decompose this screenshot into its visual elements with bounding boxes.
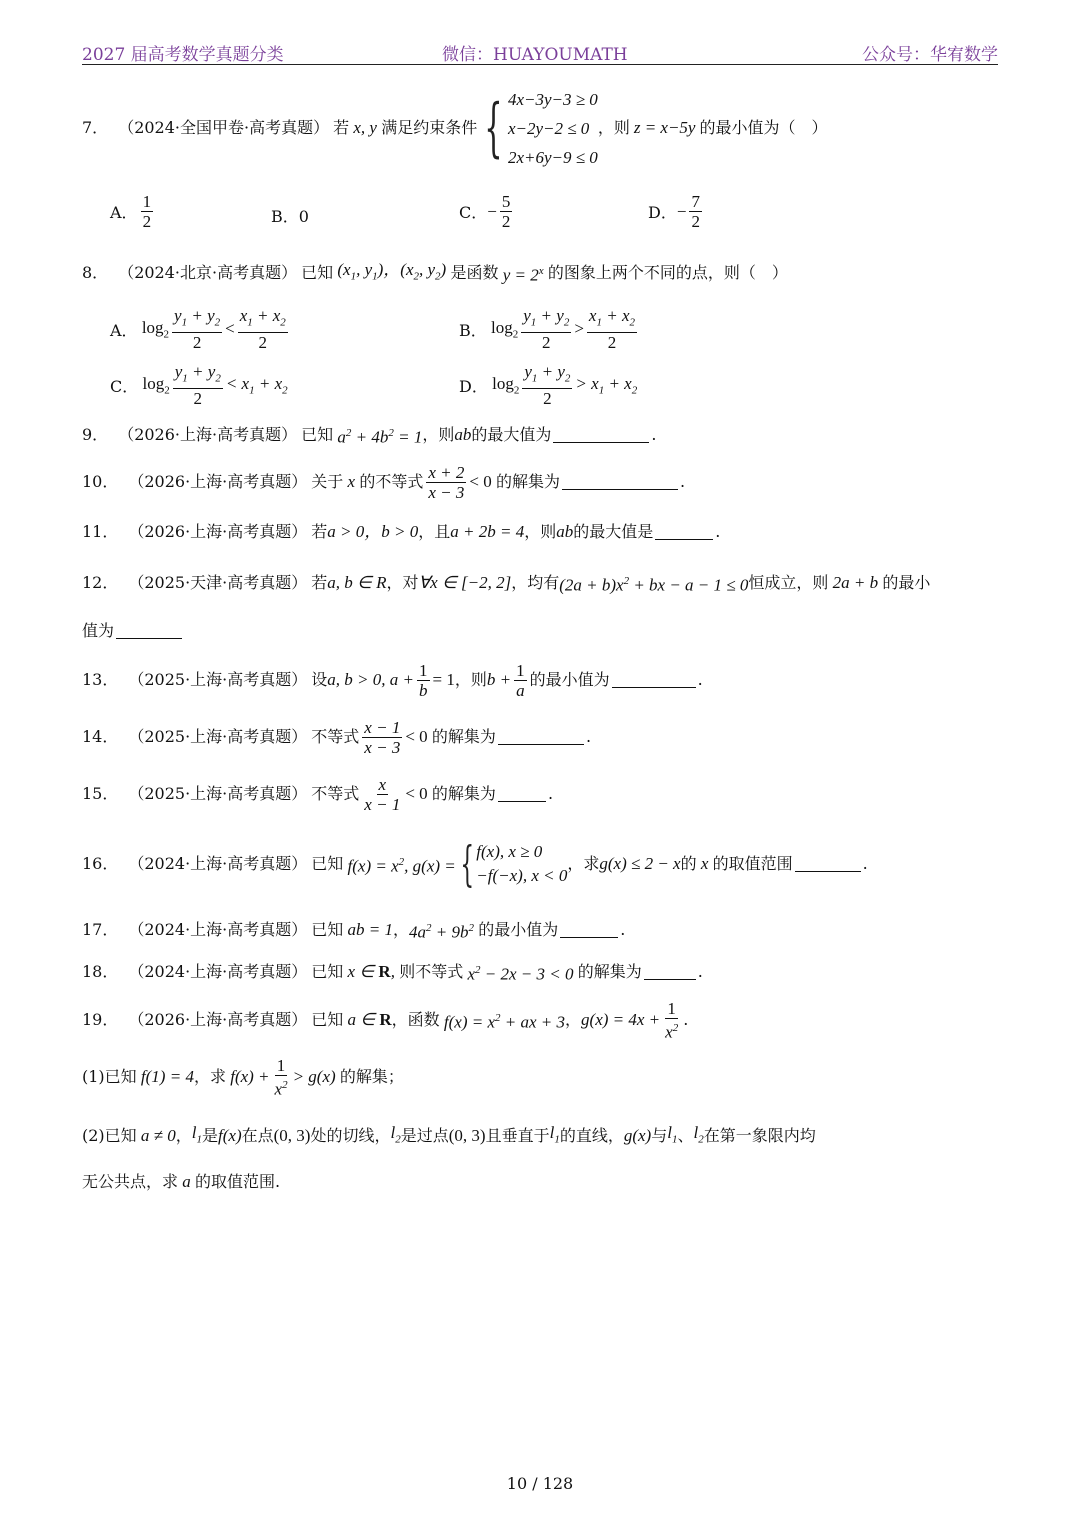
answer-blank[interactable] [553, 428, 649, 443]
question-16: 16． （2024·上海·高考真题） 已知 $f(x) = x^2$, g(x) = { f(x), x ≥ 0 −f(−x), x < 0 ，求 g(x) ≤ 2 − x 的 x 的取值范围 . [82, 836, 868, 892]
question-18: 18． （2024·上海·高考真题） 已知 x ∈ R, 则不等式 $x^2 - 2x - 3 < 0$ 的解集为 . [82, 962, 703, 984]
answer-blank[interactable] [498, 787, 546, 802]
answer-blank[interactable] [562, 475, 678, 490]
answer-blank[interactable] [560, 923, 618, 938]
question-9: 9． （2026·上海·高考真题） 已知 $a^2 + 4b^2 = 1$ ，则 ab 的最大值为 . [82, 425, 657, 447]
question-11: 11． （2026·上海·高考真题） 若 a > 0，b > 0 ，且 a + 2b = 4 ，则 ab 的最大值是 . [82, 522, 721, 541]
q7-option-c: C． − $\frac{5}{2}$ [459, 192, 511, 231]
q7-option-a: A． $\frac{1}{2}$ [110, 192, 152, 231]
question-10: 10． （2026·上海·高考真题） 关于 x 的不等式 $\frac{x + 2}{x - 3}$ < 0 的解集为 . [82, 462, 686, 502]
q8-option-b: B． $\log_2$ $\frac{y_1 + y_2}{2}$ > $\frac{x_1 + x_2}{2}$ [459, 306, 635, 353]
answer-blank[interactable] [116, 624, 182, 639]
page-number: 10 / 128 [506, 1474, 574, 1493]
answer-blank[interactable] [498, 730, 584, 745]
q8-option-d: D． $\log_2$ $\frac{y_1 + y_2}{2}$ > $x_1 + x_2$ [459, 362, 638, 409]
header-title: 2027 届高考数学真题分类 [82, 45, 284, 65]
question-7: 7． （2024·全国甲卷·高考真题） 若 x, y 满足约束条件 { 4x−3y−3 ≥ 0 x−2y−2 ≤ 0 2x+6y−9 ≤ 0 ，则 z = x−5y 的最小值为（ ） [82, 88, 828, 168]
question-12: 12． （2025·天津·高考真题） 若 a, b ∈ R ，对 ∀x ∈ [−2, 2] ，均有 $(2a + b)x^2$ + bx − a − 1 ≤ 0 恒成立，则 2a + b 的最小 [82, 573, 931, 595]
question-19-part-2-cont: 无公共点，求 a 的取值范围. [82, 1172, 281, 1191]
question-19-part-1: (1)已知 f(1) = 4 ，求 f(x) + $\frac{1}{x^2}$ > g(x) 的解集； [82, 1055, 404, 1099]
question-17: 17． （2024·上海·高考真题） 已知 ab = 1 ， $4a^2 + 9b^2$ 的最小值为 . [82, 920, 626, 942]
answer-blank[interactable] [655, 525, 713, 540]
question-8: 8． （2024·北京·高考真题） 已知 ($x_1$, $y_1$)，($x_2$, $y_2$) 是函数 $y = 2^x$ 的图象上两个不同的点，则（ ） [82, 260, 788, 285]
header-official-account: 公众号：华宥数学 [862, 45, 998, 65]
question-19: 19． （2026·上海·高考真题） 已知 a ∈ R ，函数 $f(x) = x^2$ + ax + 3 ， g(x) = 4x + $\frac{1}{x^2}$ . [82, 998, 689, 1042]
header-wechat: 微信：HUAYOUMATH [442, 45, 628, 65]
constraint-system: { 4x−3y−3 ≥ 0 x−2y−2 ≤ 0 2x+6y−9 ≤ 0 [484, 89, 598, 167]
answer-blank[interactable] [612, 673, 696, 688]
page-header [82, 38, 998, 65]
answer-blank[interactable] [795, 857, 861, 872]
answer-blank[interactable] [644, 965, 696, 980]
question-19-part-2: (2)已知 a ≠ 0 ， $l_1$ 是 f(x) 在点 (0, 3) 处的切线， $l_2$ 是过点 (0, 3) 且垂直于 $l_1$ 的直线， g(x) 与 $l_1$ 、 $l_2$ 在第一象限内均 [82, 1123, 816, 1146]
q8-option-a: A． $\log_2$ $\frac{y_1 + y_2}{2}$ < $\frac{x_1 + x_2}{2}$ [110, 306, 286, 353]
question-13: 13． （2025·上海·高考真题） 设 a, b > 0, a + $\frac{1}{b}$ = 1 ，则 b + $\frac{1}{a}$ 的最小值为 . [82, 660, 703, 700]
question-14: 14． （2025·上海·高考真题） 不等式 $\frac{x - 1}{x - 3}$ < 0 的解集为 . [82, 717, 592, 757]
q7-option-d: D． − $\frac{7}{2}$ [648, 192, 700, 231]
q7-option-b: B．0 [271, 207, 309, 226]
q8-option-c: C． $\log_2$ $\frac{y_1 + y_2}{2}$ < $x_1 + x_2$ [110, 362, 288, 409]
question-12-cont: 值为 [82, 621, 184, 641]
question-15: 15． （2025·上海·高考真题） 不等式 $\frac{x}{x - 1}$ < 0 的解集为 . [82, 774, 554, 814]
